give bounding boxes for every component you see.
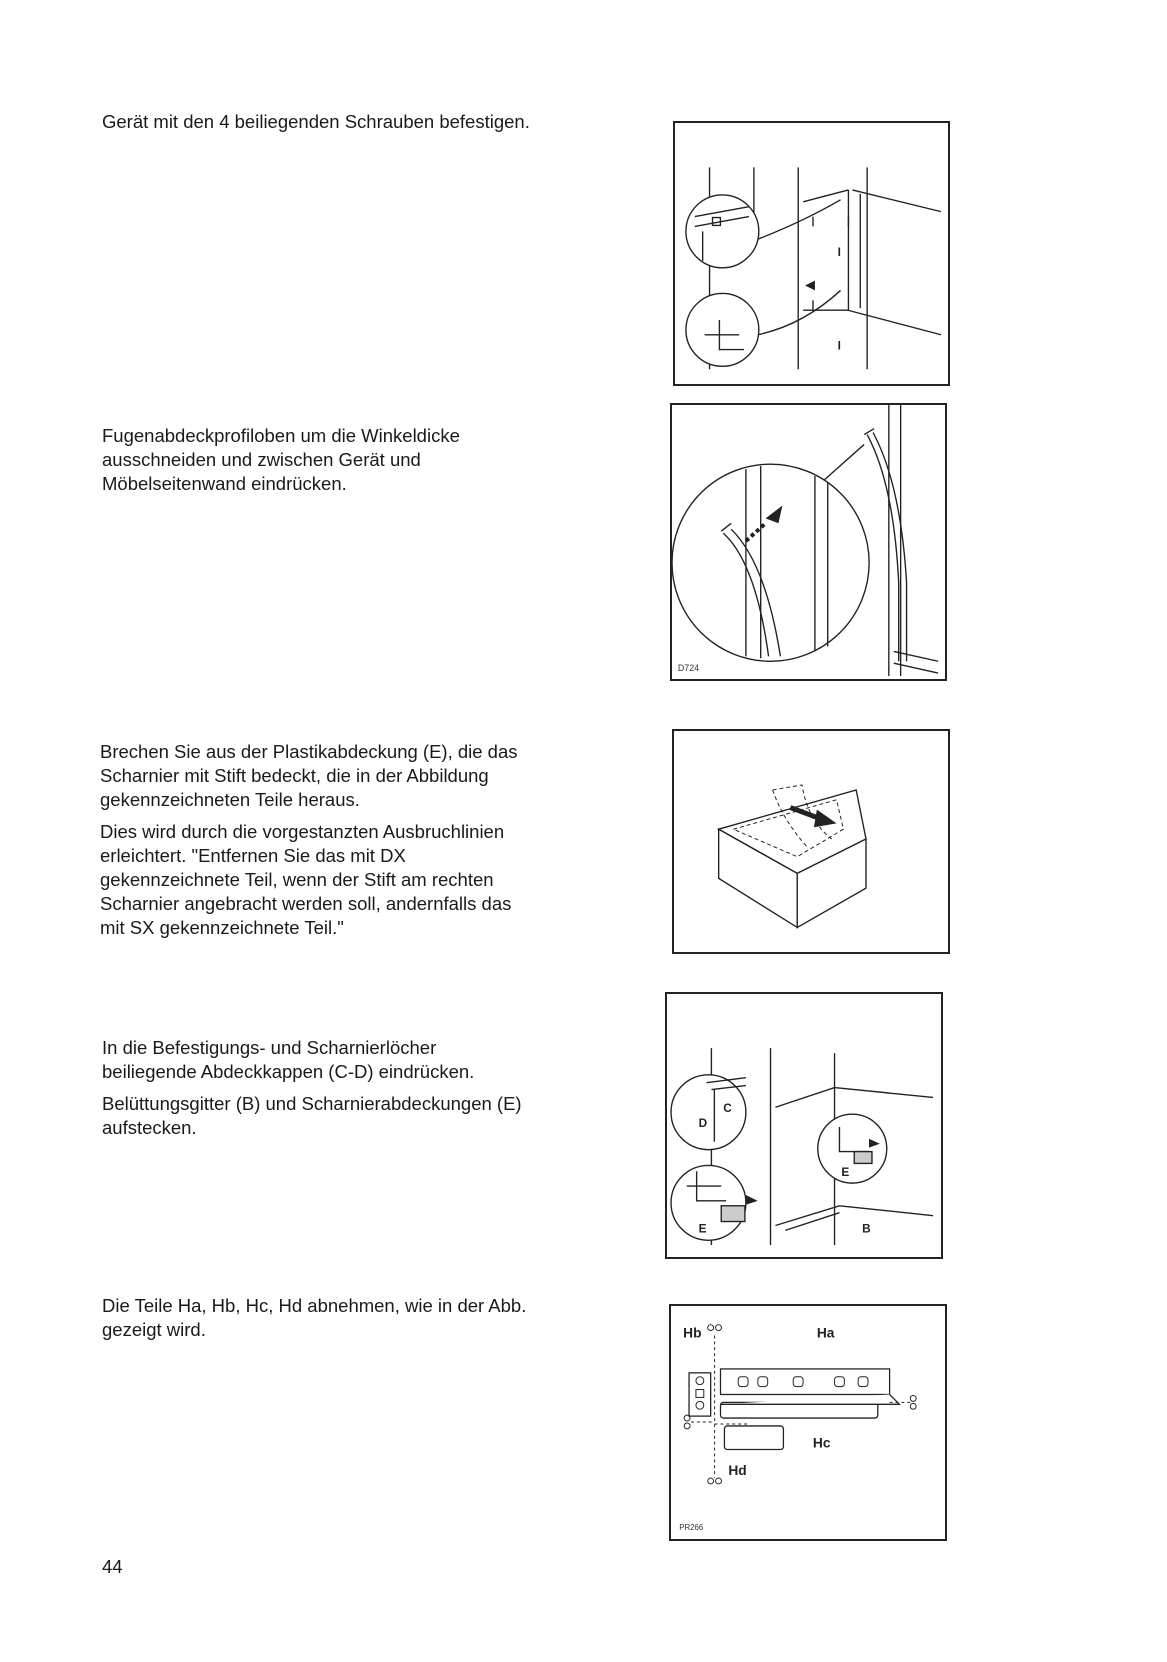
figure-cover-caps <box>665 992 943 1259</box>
callout-i-2: I <box>837 338 841 353</box>
cover-caps-illustration <box>667 994 941 1257</box>
joint-cover-illustration <box>672 405 945 679</box>
callout-b: B <box>862 1221 871 1236</box>
figure-label-pr266: PR266 <box>679 1523 704 1533</box>
callout-ha: Ha <box>816 1325 835 1341</box>
callout-hc: Hc <box>812 1435 831 1451</box>
step-3-text <box>100 740 580 948</box>
step-3-paragraph-1: Brechen Sie aus der Plastikabdeckung (E), die das Scharnier mit Stift bedeckt, die in der Abbildung gekennzeichneten Teile heraus. <box>100 741 518 810</box>
step-4-paragraph-1: In die Befestigungs- und Scharnierlöcher beiliegende Abdeckkappen (C-D) eindrücken. <box>102 1037 475 1082</box>
callout-e-left: E <box>698 1221 707 1236</box>
callout-i-1: I <box>837 244 841 259</box>
figure-parts-ha-hd <box>669 1304 947 1541</box>
figure-screw-mounting <box>673 121 950 386</box>
step-2-paragraph-1: Fugenabdeckprofiloben um die Winkeldicke ausschneiden und zwischen Gerät und Möbelseitenwand eindrücken. <box>102 425 460 494</box>
callout-hb: Hb <box>683 1325 702 1341</box>
callout-hd: Hd <box>728 1463 747 1479</box>
page-number: 44 <box>102 1556 123 1577</box>
step-5-paragraph-1: Die Teile Ha, Hb, Hc, Hd abnehmen, wie in der Abb. gezeigt wird. <box>102 1295 527 1340</box>
step-3-paragraph-2: Dies wird durch die vorgestanzten Ausbruchlinien erleichtert. "Entfernen Sie das mit DX gekennzeichnete Teil, wenn der Stift am rechten Scharnier angebracht werden soll, andernfalls das mit SX gekennzeichnete Teil." <box>100 821 512 938</box>
parts-ha-hd-illustration <box>671 1306 945 1539</box>
step-5-text <box>102 1294 582 1350</box>
step-1-text <box>102 110 582 142</box>
callout-c: C <box>723 1101 732 1116</box>
step-2-text <box>102 424 582 504</box>
plastic-cover-illustration <box>674 731 948 952</box>
callout-d: D <box>698 1115 708 1130</box>
figure-joint-cover-profile <box>670 403 947 681</box>
callout-e-right: E <box>841 1165 850 1180</box>
step-1-paragraph-1: Gerät mit den 4 beiliegenden Schrauben befestigen. <box>102 111 530 132</box>
screw-mounting-illustration <box>675 123 948 384</box>
step-4-text <box>102 1036 582 1148</box>
figure-plastic-cover-breakout <box>672 729 950 954</box>
figure-label-d724: D724 <box>677 663 700 674</box>
step-4-paragraph-2: Belüttungsgitter (B) und Scharnierabdeckungen (E) aufstecken. <box>102 1093 522 1138</box>
